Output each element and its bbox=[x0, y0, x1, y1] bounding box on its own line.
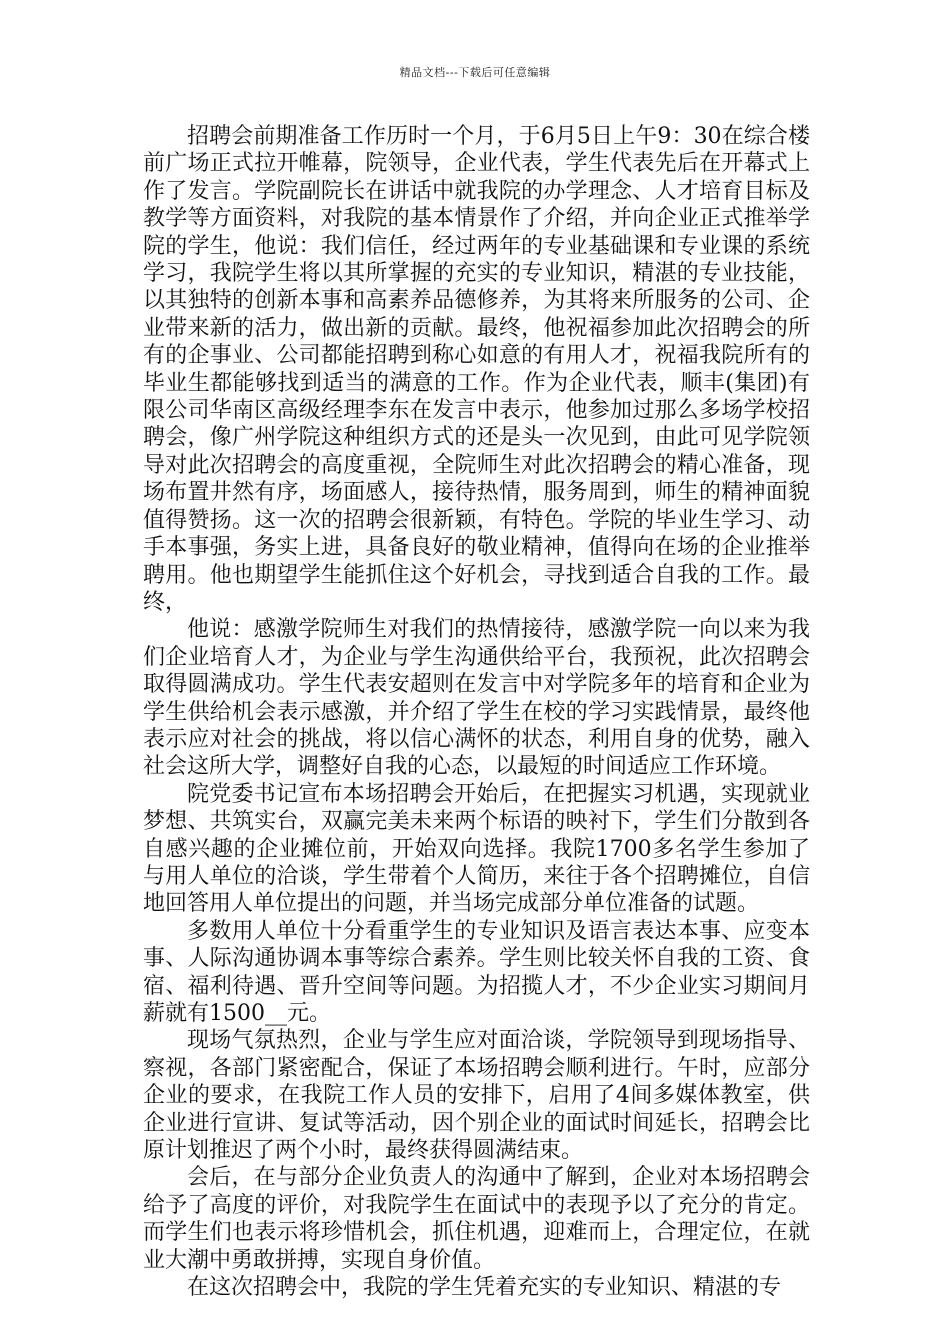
paragraph-opening-ceremony: 招聘会前期准备工作历时一个月，于6月5日上午9：30在综合楼前广场正式拉开帷幕，院领导，企业代表，学生代表先后在开幕式上作了发言。学院副院长在讲话中就我院的办学理念、人才培育目标及教学等方面资料，对我院的基本情景作了介绍，并向企业正式推举学院的学生，他说：我们信任，经过两年的专业基础课和专业课的系统学习，我院学生将以其所掌握的充实的专业知识，精湛的专业技能，以其独特的创新本事和高素养品德修养，为其将来所服务的公司、企业带来新的活力，做出新的贡献。最终，他祝福参加此次招聘会的所有的企事业、公司都能招聘到称心如意的有用人才，祝福我院所有的毕业生都能够找到适当的满意的工作。作为企业代表，顺丰(集团)有限公司华南区高级经理李东在发言中表示，他参加过那么多场学校招聘会，像广州学院这种组织方式的还是头一次见到，由此可见学院领导对此次招聘会的高度重视，全院师生对此次招聘会的精心准备，现场布置井然有序，场面感人，接待热情，服务周到，师生的精神面貌值得赞扬。这一次的招聘会很新颖，有特色。学院的毕业生学习、动手本事强，务实上进，具备良好的敬业精神，值得向在场的企业推举聘用。他也期望学生能抓住这个好机会，寻找到适合自我的工作。最终， bbox=[143, 124, 810, 615]
page-header: 精品文档---下载后可任意编辑 bbox=[399, 66, 551, 79]
paragraph-employer-focus: 多数用人单位十分看重学生的专业知识及语言表达本事、应变本事、人际沟通协调本事等综合素养。学生则比较关怀自我的工资、食宿、福利待遇、晋升空间等问题。为招揽人才，不少企业实习期间月薪就有1500__元。 bbox=[143, 918, 810, 1026]
paragraph-company-speech: 他说：感激学院师生对我们的热情接待，感激学院一向以来为我们企业培育人才，为企业与学生沟通供给平台，我预祝，此次招聘会取得圆满成功。学生代表安超则在发言中对学院多年的培育和企业为学生供给机会表示感激，并介绍了学生在校的学习实践情景，最终他表示应对社会的挑战，将以信心满怀的状态，利用自身的优势，融入社会这所大学，调整好自我的心态，以最短的时间适应工作环境。 bbox=[143, 617, 810, 780]
paragraph-on-site-atmosphere: 现场气氛热烈，企业与学生应对面洽谈，学院领导到现场指导、察视，各部门紧密配合，保证了本场招聘会顺利进行。午时，应部分企业的要求，在我院工作人员的安排下，启用了4间多媒体教室，供企业进行宣讲、复试等活动，因个别企业的面试时间延长，招聘会比原计划推迟了两个小时，最终获得圆满结束。 bbox=[143, 1028, 810, 1164]
paragraph-two-way-selection: 院党委书记宣布本场招聘会开始后，在把握实习机遇，实现就业梦想、共筑实台，双赢完美未来两个标语的映衬下，学生们分散到各自感兴趣的企业摊位前，开始双向选择。我院1700多名学生参加了与用人单位的洽谈，学生带着个人简历，来往于各个招聘摊位，自信地回答用人单位提出的问题，并当场完成部分单位准备的试题。 bbox=[143, 781, 810, 917]
paragraph-feedback: 会后，在与部分企业负责人的沟通中了解到，企业对本场招聘会给予了高度的评价，对我院学生在面试中的表现予以了充分的肯定。而学生们也表示将珍惜机会，抓住机遇，迎难而上，合理定位，在就业大潮中勇敢拼搏，实现自身价值。 bbox=[143, 1165, 810, 1273]
paragraph-conclusion: 在这次招聘会中，我院的学生凭着充实的专业知识、精湛的专 bbox=[187, 1275, 782, 1301]
document-body bbox=[143, 123, 810, 1301]
